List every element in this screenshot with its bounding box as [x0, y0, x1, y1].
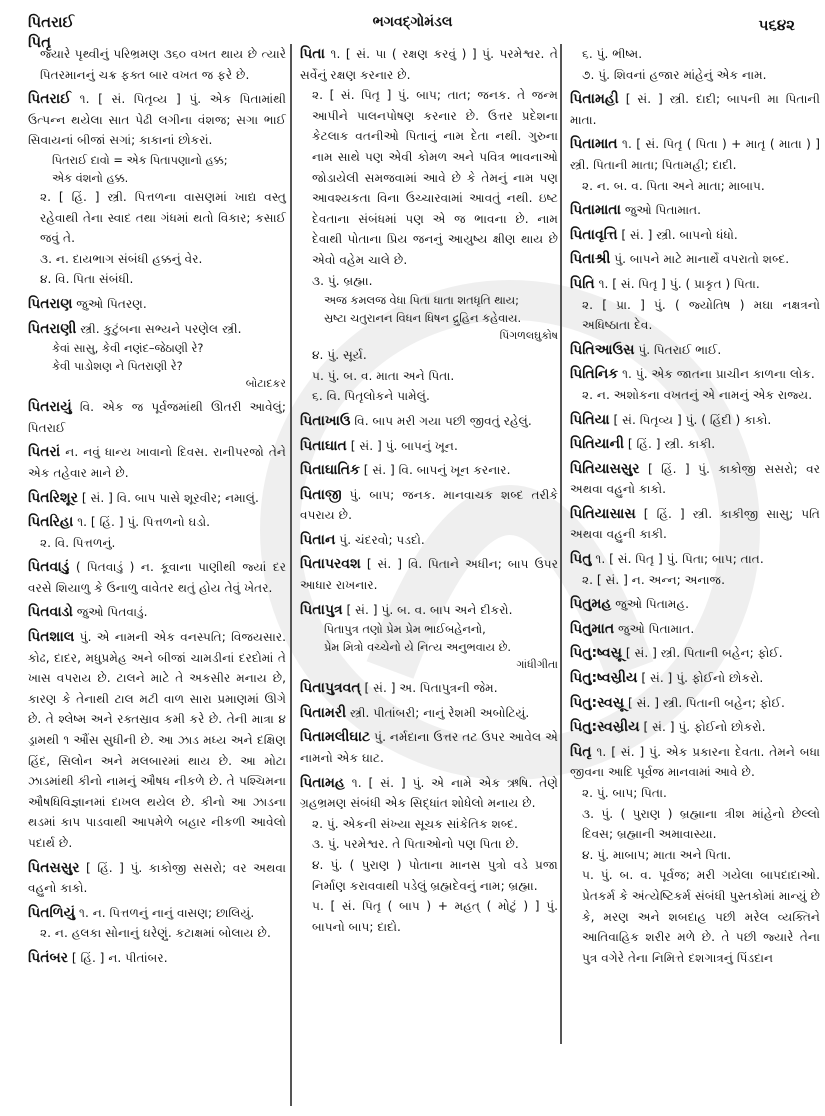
- dictionary-entry: [28, 903, 286, 944]
- entry-headword: પિતિ: [570, 275, 595, 292]
- entry-quotation-line: સ્રષ્ટા ચતુરાનન વિધન ધિષન દ્રુહિન કહેવાય.: [324, 311, 522, 326]
- entry-definition: [ સં. ] વિ. બાપ પાસે શૂરવીર; નમાલું.: [81, 490, 259, 505]
- dictionary-entry: [300, 678, 558, 699]
- entry-definition: ૧. પું. એક જાતના પ્રાચીન કાળના લોક.: [622, 367, 815, 382]
- entry-headword: પિતિયા: [570, 411, 610, 428]
- dictionary-entry: [28, 89, 286, 290]
- entry-definition: ૧. [ સં. પિતૃવ્ય ] પું. એક પિતામાંથી ઉત્પન્ન થયેલા સાત પેઢી લગીના વંશજ; સગા ભાઈ સિવાયનાં બીજાં સગાં; કાકાનાં છોકરાં.: [28, 92, 287, 148]
- entry-definition: [ સં. ] સ્ત્રી. બાપનો ધંધો.: [621, 227, 738, 242]
- dictionary-entry: [28, 627, 286, 854]
- entry-definition: [ સં. ] પું. બાપનું ખૂન.: [350, 438, 458, 453]
- entry-headword: પિતાપુત્રવત્: [300, 680, 361, 697]
- entry-sense: ૩. પું. પરમેશ્વર. તે પિતાઓનો પણ પિતા છે.: [312, 837, 519, 852]
- entry-headword: પિતળિયું: [28, 904, 76, 921]
- dictionary-entry: [28, 512, 286, 553]
- column-divider: [560, 44, 562, 1044]
- entry-definition: સ્ત્રી. કુટુંબના સભ્યને પરણેલ સ્ત્રી.: [80, 321, 242, 336]
- entry-quotation-line: કેવી પાડોશણ ને પિતરાણી રે?: [52, 359, 183, 374]
- dictionary-entry: [300, 773, 558, 938]
- entry-definition: જુઓ પિતામાત.: [624, 203, 702, 218]
- column-2: [300, 44, 558, 941]
- entry-headword: પિતુ:સ્વસ્રીય: [570, 719, 640, 736]
- entry-definition: ન. નવું ધાન્ય ખાવાનો દિવસ. રાનીપરજો તેને એક તહેવાર માને છે.: [28, 445, 287, 480]
- entry-sense: ૬. પું. ભીષ્મ.: [582, 47, 643, 61]
- entry-definition: જ્યારે પૃથ્વીનું પરિભ્રમણ ૩૬૦ વખત થાય છે ત્યારે પિતરમાનનું ચક્ર ફક્ત બાર વખત જ ફરે છે.: [40, 47, 286, 82]
- entry-headword: પિતિયાસસુર: [570, 460, 640, 477]
- entry-definition: ( પિતવાડું ) ન. કૂવાના પાણીથી જ્યાં દર વરસે શિયાળુ કે ઉનાળુ વાવેતર થતું હોય તેવું ખેતર.: [28, 560, 286, 595]
- entry-headword: પિતુમાત: [570, 620, 615, 637]
- entry-headword: પિતિયાની: [570, 436, 625, 453]
- entry-headword: પિતરાઈ: [28, 91, 72, 108]
- entry-quotation-line: પ્રેમ મિત્રો વચ્ચેનો યે નિત્ય અનુભવાય છે.: [324, 640, 512, 655]
- entry-headword: પિતુ:ષ્વસ્રૂ: [570, 645, 622, 662]
- entry-sense: ૬. વિ. પિતૃલોકને પામેલું.: [312, 389, 430, 404]
- dictionary-entry: [300, 44, 558, 407]
- entry-headword: પિતંબર: [28, 949, 69, 966]
- page-header: [0, 0, 825, 51]
- entry-definition: [ સં. ] અ. પિતાપુત્રની જેમ.: [364, 681, 498, 696]
- entry-definition: પું. ચંદરવો; પડદો.: [339, 532, 425, 547]
- dictionary-entry: [300, 411, 558, 432]
- dictionary-entry: [570, 274, 820, 336]
- dictionary-entry: [28, 557, 286, 598]
- entry-sense: ૨. [ પ્રા. ] પું. ( જ્યોતિષ ) મઘા નક્ષત્રનો અધિષ્ઠાતા દેવ.: [582, 297, 820, 333]
- entry-definition: [ સં. ] પું. બ. વ. બાપ અને દીકરો.: [346, 602, 513, 617]
- entry-definition: [ સં. ] સ્ત્રી. પિતાની બહેન; ફોઈ.: [625, 646, 783, 661]
- entry-headword: પિતાશ્રી: [570, 251, 611, 268]
- entry-headword: પિતામહ: [300, 774, 345, 791]
- dictionary-entry: [300, 460, 558, 481]
- dictionary-entry: [300, 703, 558, 724]
- dictionary-entry: [28, 858, 286, 899]
- entry-headword: પિતરાં: [28, 444, 61, 461]
- dictionary-entry: [570, 434, 820, 455]
- entry-sense: ૪. પું. ( પુરાણ ) પોતાના માનસ પુત્રો વડે પ્રજા નિર્માણ કરાવવાથી પડેલું બ્રહ્મદેવનું નામ; બ્રહ્મા.: [312, 858, 558, 893]
- page-number: ૫૬૪૨: [758, 16, 795, 34]
- entry-sense: ૨. ન. હલકા સોનાનું ઘરેણું. કટાક્ષમાં બોલાય છે.: [40, 926, 271, 941]
- dictionary-entry: [28, 397, 286, 438]
- entry-definition: [ સં. ] પું. ફોઈનો છોકરો.: [641, 671, 764, 686]
- dictionary-entry: [570, 643, 820, 664]
- dictionary-entry: [570, 504, 820, 545]
- entry-sense: ૨. વિ. પિત્તળનું.: [40, 535, 116, 550]
- dictionary-entry: [28, 44, 286, 85]
- entry-quotation-line: પિતાપુત્ર તણો પ્રેમ પ્રેમ ભાઈબહેનનો,: [324, 622, 486, 637]
- guide-word-last: પિતૃ: [28, 33, 52, 51]
- dictionary-entry: [300, 727, 558, 768]
- entry-definition: [ હિં. ] સ્ત્રી. કાકીજી સાસુ; પતિ અથવા વહુની કાકી.: [570, 506, 820, 542]
- entry-citation: ગાંધીગીતા: [516, 658, 558, 672]
- entry-headword: પિતા: [300, 46, 325, 62]
- entry-definition: ૧. [ સં. ] પું. એક પ્રકારના દેવતા. તેમને બધા જીવના આદિ પૂર્વજ માનવામાં આવે છે.: [570, 744, 820, 780]
- entry-quotation-line: અજ કમલજ વેધા પિતા ધાતા શતધૃતિ થાય;: [324, 293, 519, 308]
- entry-definition: [ સં. ] વિ. પિતાને અધીન; બાપ ઉપર આધાર રાખનાર.: [300, 557, 558, 593]
- entry-sense: ૩. પું. ( પુરાણ ) બ્રહ્માના ત્રીશ માંહેનો છેલ્લો દિવસ; બ્રહ્માની અમાવાસ્યા.: [582, 806, 820, 842]
- entry-headword: પિતામરી: [300, 704, 347, 721]
- dictionary-entry: [570, 364, 820, 405]
- entry-headword: પિતામહી: [570, 91, 619, 108]
- guide-word-first: પિતરાઈ: [28, 13, 75, 31]
- entry-headword: પિતાઘાત: [300, 437, 347, 454]
- entry-sense: ૩. ન. દાયભાગ સંબંધી હક્કનું વેર.: [40, 251, 203, 266]
- entry-headword: પિતવાડો: [28, 604, 73, 621]
- entry-headword: પિતવાડું: [28, 559, 70, 576]
- entry-sense: ૨. પું. બાપ; પિતા.: [582, 786, 667, 800]
- column-divider: [290, 44, 292, 1106]
- entry-headword: પિતાઘાતિક: [300, 462, 360, 479]
- entry-citation: પિંગળલઘુકોષ: [499, 329, 558, 343]
- entry-definition: પું. પિતરાઈ ભાઈ.: [638, 342, 722, 357]
- dictionary-entry: [570, 134, 820, 196]
- entry-headword: પિતાપુત્ર: [300, 601, 343, 618]
- dictionary-entry: [28, 488, 286, 509]
- entry-definition: સ્ત્રી. પીતાંબરી; નાનું રેશમી અબોટિયું.: [349, 705, 530, 720]
- entry-headword: પિતાખાઉ: [300, 412, 351, 429]
- entry-headword: પિતસસુર: [28, 859, 80, 876]
- entry-sense: ૫. [ સં. પિતૃ ( બાપ ) + મહત્ ( મોટું ) ] પું. બાપનો બાપ; દાદો.: [312, 899, 558, 934]
- entry-headword: પિતાવૃત્તિ: [570, 226, 618, 243]
- dictionary-entry: [28, 319, 286, 394]
- dictionary-entry: [28, 442, 286, 483]
- entry-headword: પિતુ: [570, 551, 592, 568]
- entry-definition: પું. એ નામની એક વનસ્પતિ; વિજયસાર. કોઢ, દાદર, મધુપ્રમેહ અને બીજાં ચામડીનાં દરદોમાં તે ખાસ વપરાય છે. ટાલને માટે તે અકસીર મનાય છે, કારણ કે તેનાથી ટાલ મટી વાળ સારા પ્રમાણમાં ઊગે છે. તે શ્લેષ્મ અને રક્તસ્રાવ કમી કરે છે. તેની માત્રા ૪ ડ્રામથી ૧ ઔંસ સુધીની છે. આ ઝાડ મધ્ય અને દક્ષિણ હિંદ, સિલોન અને મલબારમાં થાય છે. આ મોટા ઝાડમાંથી કીનો નામનું ઔષધ નીકળે છે. તે પશ્ચિમના ઔષધિવિજ્ઞાનમાં દાખલ થયેલ છે. કીનો આ ઝાડના થડમાં કાપ પાડવાથી આપમેળે બહાર નીકળી આવેલો પદાર્થ છે.: [28, 630, 286, 850]
- dictionary-entry: [28, 948, 286, 969]
- entry-sense: ૫. પું. બ. વ. માતા અને પિતા.: [312, 368, 455, 383]
- entry-definition: જુઓ પિતરણ.: [76, 296, 147, 311]
- dictionary-entry: [300, 436, 558, 457]
- dictionary-entry: [570, 459, 820, 500]
- entry-definition: ૧. [ હિં. ] પું. પિત્તળનો ઘડો.: [77, 515, 211, 530]
- entry-headword: પિતામાતા: [570, 202, 621, 219]
- entry-definition: ૧. [ સં. પા ( રક્ષણ કરવું ) ] પું. પરમેશ્વર. તે સર્વેનું રક્ષણ કરનાર છે.: [300, 47, 558, 82]
- entry-sense: ૪. પું. માબાપ; માતા અને પિતા.: [582, 847, 732, 862]
- dictionary-entry: [300, 554, 558, 595]
- entry-quotation-line: પિતરાઈ દાવો = એક પિતાપણાનો હક્ક;: [52, 152, 228, 167]
- entry-sense: ૨. ન. અશોકના વખતનું એ નામનું એક રાજ્ય.: [582, 387, 813, 402]
- entry-headword: પિતાપરવશ: [300, 556, 361, 573]
- entry-sense: ૨. પું. એકની સંખ્યા સૂચક સાંકેતિક શબ્દ.: [312, 816, 518, 831]
- entry-definition: જુઓ પિતવાડું.: [76, 605, 148, 620]
- entry-sense: ૨. [ હિં. ] સ્ત્રી. પિત્તળના વાસણમાં ખાદ્ય વસ્તુ રહેવાથી તેના સ્વાદ તથા ગંધમાં થતો વિકાર; કસાઈ જવું તે.: [40, 189, 286, 246]
- dictionary-entry: [300, 485, 558, 526]
- entry-sense: ૪. પું. સૂર્ય.: [312, 348, 367, 363]
- entry-headword: પિતરિશૂર: [28, 489, 78, 506]
- dictionary-entry: [570, 693, 820, 714]
- entry-headword: પિતરાયું: [28, 399, 72, 416]
- entry-definition: [ સં. પિતૃવ્ય ] પું. ( હિંદી ) કાકો.: [613, 412, 772, 427]
- entry-headword: પિતુ:ષ્વસ્રીય: [570, 670, 638, 687]
- entry-headword: પિતામાત: [570, 136, 618, 153]
- entry-definition: [ સં. ] પું. ફોઈનો છોકરો.: [643, 720, 766, 735]
- dictionary-entry: [570, 249, 820, 270]
- entry-headword: પિતાન: [300, 531, 336, 548]
- entry-definition: પું. નર્મદાના ઉત્તર તટ ઉપર આવેલ એ નામનો એક ઘાટ.: [300, 730, 559, 766]
- entry-sense: ૨. [ સં. ] ન. અન્ન; અનાજ.: [582, 572, 725, 587]
- dictionary-entry: [28, 602, 286, 623]
- entry-headword: પિતરાણ: [28, 295, 73, 312]
- entry-definition: પું. બાપ; જનક. માનવાચક શબ્દ તરીકે વપરાય છે.: [300, 487, 558, 523]
- entry-definition: [ સં. ] સ્ત્રી. દાદી; બાપની મા પિતાની માતા.: [570, 92, 820, 127]
- dictionary-entry: [570, 89, 820, 130]
- entry-definition: [ હિં. ] પું. કાકોજી સસરો; વર અથવા વહુનો કાકો.: [570, 461, 821, 497]
- entry-citation: બોટાદકર: [245, 377, 286, 391]
- entry-headword: પિતશાલ: [28, 629, 75, 646]
- entry-definition: ૧. [ સં. પિતૃ ( પિતા ) + માતૃ ( માતા ) ] સ્ત્રી. પિતાની માતા; પિતામહી; દાદી.: [570, 137, 821, 172]
- dictionary-entry: [570, 200, 820, 221]
- entry-definition: [ હિં. ] પું. કાકોજી સસરો; વર અથવા વહુનો કાકો.: [28, 860, 287, 896]
- entry-headword: પિતામલીઘાટ: [300, 729, 371, 746]
- entry-headword: પિતિયાસાસ: [570, 505, 636, 522]
- dictionary-entry: [570, 549, 820, 590]
- entry-sense: ૫. પું. બ. વ. પૂર્વજ; મરી ગયેલા બાપદાદાઓ. પ્રેતકર્મ કે અંત્યેષ્ટિકર્મ સંબંધી પુસ્તકોમાં માન્યું છે કે, મરણ અને શબદાહ પછી મરેલ વ્યક્તિને આતિવાહિક શરીર મળે છે. તે પછી જ્યારે તેના પુત્ર વગેરે તેના નિમિત્તે દશગાત્રનું પિંડદાન: [582, 868, 820, 965]
- dictionary-entry: [300, 530, 558, 551]
- entry-quotation-line: કેવાં સાસુ, કેવી નણંદ–જેઠાણી રે?: [52, 341, 204, 356]
- entry-headword: પિતિનિક: [570, 366, 619, 383]
- entry-definition: વિ. એક જ પૂર્વજમાંથી ઊતરી આવેલું; પિતરાઈ: [28, 400, 286, 435]
- dictionary-entry: [28, 294, 286, 315]
- column-3: [570, 44, 820, 972]
- entry-headword: પિતાજી: [300, 486, 342, 503]
- entry-definition: જુઓ પિતામહ.: [615, 597, 690, 612]
- entry-sense: ૪. વિ. પિતા સંબંધી.: [40, 272, 134, 287]
- entry-definition: [ હિં. ] ન. પીતાંબર.: [71, 950, 168, 965]
- entry-headword: પિતરિહા: [28, 514, 74, 531]
- entry-headword: પિતુમહ: [570, 596, 612, 613]
- entry-sense: ૨. [ સં. પિતૃ ] પું. બાપ; તાત; જનક. તે જન્મ આપીને પાલનપોષણ કરનાર છે. ઉત્તર પ્રદેશના કેટલાક વતનીઓ પિતાનું નામ દેતા નથી. ગુરુના નામ સાથે પણ એવી કોમળ અને પવિત્ર ભાવનાઓ જોડાયેલી સમજવામાં આવે છે કે તેમનું નામ પણ આવશ્યકતા વિના ઉચ્ચારવામાં આવતું નથી. ઇષ્ટ દેવતાના સંબંધમાં પણ એ જ ભાવના છે. નામ દેવાથી પોતાના પ્રિય જનનું આયુષ્ય ક્ષીણ થાય છે એવો વહેમ ચાલે છે.: [312, 88, 558, 267]
- entry-sense: ૭. પું. શિવનાં હજાર માંહેનું એક નામ.: [582, 67, 767, 82]
- entry-definition: [ સં. ] સ્ત્રી. પિતાની બહેન; ફોઈ.: [628, 695, 785, 710]
- entry-sense: ૨. ન. બ. વ. પિતા અને માતા; માબાપ.: [582, 178, 765, 193]
- entry-definition: ૧. ન. પિત્તળનું નાનું વાસણ; છાલિયું.: [78, 905, 255, 920]
- column-1: [28, 44, 286, 973]
- dictionary-entry: [570, 340, 820, 361]
- dictionary-entry: [570, 410, 820, 431]
- dictionary-entry: [300, 600, 558, 675]
- dictionary-entry: [570, 594, 820, 615]
- entry-definition: વિ. બાપ મરી ગયા પછી જીવતું રહેલું.: [354, 413, 532, 428]
- entry-headword: પિતિઆઉસ: [570, 341, 635, 358]
- dictionary-title: ભગવદ્ગોમંડલ: [372, 14, 453, 30]
- entry-definition: ૧. [ સં. પિતૃ ] પું. ( પ્રાકૃત ) પિતા.: [598, 276, 760, 291]
- entry-definition: [ સં. ] વિ. બાપનું ખૂન કરનાર.: [363, 463, 511, 478]
- entry-definition: પું. બાપને માટે માનાર્થે વપરાતો શબ્દ.: [614, 252, 790, 267]
- dictionary-entry: [570, 717, 820, 738]
- dictionary-entry: [570, 44, 820, 85]
- dictionary-entry: [570, 619, 820, 640]
- entry-sense: ૩. પું. બ્રહ્મા.: [312, 273, 373, 288]
- entry-headword: પિતુ:સ્વસ્રૂ: [570, 694, 625, 711]
- entry-headword: પિતરાણી: [28, 320, 77, 337]
- entry-definition: જુઓ પિતામાત.: [618, 621, 695, 636]
- dictionary-entry: [570, 742, 820, 969]
- entry-definition: ૧. [ સં. ] પું. એ નામે એક ઋષિ. તેણે ગ્રહભ્રમણ સંબંધી એક સિદ્ધાંત શોધેલો મનાય છે.: [300, 775, 558, 811]
- entry-definition: ૧. [ સં. પિતૃ ] પું. પિતા; બાપ; તાત.: [595, 552, 764, 567]
- dictionary-entry: [570, 668, 820, 689]
- entry-headword: પિતૃ: [570, 743, 592, 760]
- entry-quotation-line: એક વંશનો હક્ક.: [52, 170, 129, 185]
- dictionary-entry: [570, 225, 820, 246]
- entry-definition: [ હિં. ] સ્ત્રી. કાકી.: [627, 437, 716, 452]
